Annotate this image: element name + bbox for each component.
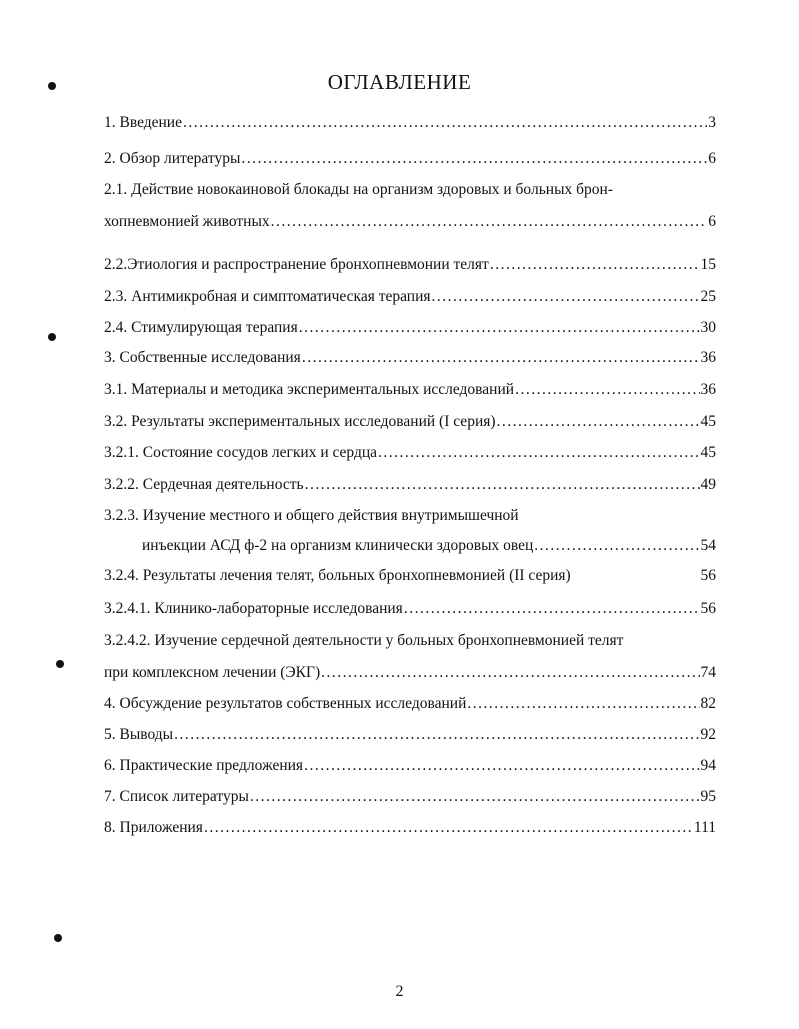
toc-entry-page: 82 <box>700 695 716 712</box>
toc-entry <box>142 536 716 556</box>
toc-entry <box>104 318 716 338</box>
dot-leader <box>250 787 700 807</box>
toc-entry-page: 92 <box>700 726 716 743</box>
toc-entry-label: 4. Обсуждение результатов собственных исследований <box>104 695 467 712</box>
toc-entry-page: 3 <box>708 114 716 131</box>
toc-entry-label: 3.2.1. Состояние сосудов легких и сердца <box>104 444 378 461</box>
toc-entry <box>104 180 716 200</box>
toc-entry-label: при комплексном лечении (ЭКГ) <box>104 664 321 681</box>
dot-leader <box>299 318 700 338</box>
toc-entry <box>104 149 716 169</box>
page-number: 2 <box>395 983 404 1000</box>
dot-leader <box>515 380 699 400</box>
toc-entry <box>104 475 716 495</box>
dot-leader <box>467 694 699 714</box>
toc-entry-label: 3.1. Материалы и методика экспериментальных исследований <box>104 381 515 398</box>
toc-entry-page: 94 <box>700 757 716 774</box>
toc-entry <box>104 412 716 432</box>
toc-entry-page: 45 <box>700 413 716 430</box>
toc-entry <box>104 663 716 683</box>
toc-entry-label: 8. Приложения <box>104 819 203 836</box>
dot-leader <box>432 287 700 307</box>
toc-entry-label: инъекции АСД ф-2 на организм клинически здоровых овец <box>142 537 534 554</box>
toc-entry-page: 95 <box>700 788 716 805</box>
toc-entry-label: 3.2.4. Результаты лечения телят, больных бронхопневмонией (II серия) <box>104 567 571 584</box>
toc-entry <box>104 787 716 807</box>
binding-hole-mark <box>54 934 62 942</box>
toc-title: ОГЛАВЛЕНИЕ <box>327 70 472 94</box>
toc-entry-label: 2.4. Стимулирующая терапия <box>104 319 298 336</box>
toc-entry <box>104 631 716 651</box>
toc-entry-page: 54 <box>700 537 716 554</box>
toc-entry <box>104 599 716 619</box>
toc-entry-page: 15 <box>700 256 716 273</box>
dot-leader <box>204 818 693 838</box>
toc-entry-page: 36 <box>700 381 716 398</box>
toc-entry-page: 56 <box>700 600 716 617</box>
toc-entry <box>104 694 716 714</box>
toc-entry-label: 3.2.2. Сердечная деятельность <box>104 476 304 493</box>
toc-entry <box>104 443 716 463</box>
toc-entry <box>104 255 716 275</box>
toc-entry-label: 5. Выводы <box>104 726 174 743</box>
toc-entry <box>104 113 716 133</box>
toc-entry-label: 3.2.3. Изучение местного и общего действия внутримышечной <box>104 507 519 524</box>
dot-leader <box>183 113 707 133</box>
binding-hole-mark <box>56 660 64 668</box>
dot-leader <box>497 412 700 432</box>
dot-leader <box>404 599 700 619</box>
toc-entry-label: 2. Обзор литературы <box>104 150 241 167</box>
toc-entry <box>104 212 716 232</box>
toc-entry-label: 6. Практические предложения <box>104 757 304 774</box>
dot-leader <box>302 348 700 368</box>
dot-leader <box>304 756 699 776</box>
toc-entry <box>104 566 716 586</box>
toc-entry-page: 36 <box>700 349 716 366</box>
toc-entry-page: 6 <box>708 150 716 167</box>
dot-leader <box>241 149 707 169</box>
toc-entry <box>104 818 716 838</box>
toc-entry-page: 56 <box>700 567 716 584</box>
toc-entry <box>104 756 716 776</box>
toc-entry <box>104 287 716 307</box>
dot-leader <box>174 725 699 745</box>
binding-hole-mark <box>48 333 56 341</box>
toc-entry-page: 74 <box>700 664 716 681</box>
toc-entry-label: 7. Список литературы <box>104 788 249 805</box>
dot-leader <box>490 255 700 275</box>
toc-entry <box>104 506 716 526</box>
toc-entry-page: 6 <box>708 213 716 230</box>
toc-entry <box>104 348 716 368</box>
toc-entry-label: 3.2. Результаты экспериментальных исследований (I серия) <box>104 413 496 430</box>
toc-entry <box>104 380 716 400</box>
toc-entry-label: 3.2.4.1. Клинико-лабораторные исследования <box>104 600 403 617</box>
toc-entry-label: 2.2.Этиология и распространение бронхопневмонии телят <box>104 256 489 273</box>
dot-leader <box>378 443 699 463</box>
toc-entry-page: 30 <box>700 319 716 336</box>
toc-entry-label: 1. Введение <box>104 114 182 131</box>
dot-leader <box>271 212 708 232</box>
dot-leader <box>534 536 699 556</box>
toc-entry-label: 3. Собственные исследования <box>104 349 301 366</box>
toc-entry-page: 25 <box>700 288 716 305</box>
toc-entry <box>104 725 716 745</box>
toc-entry-label: 2.3. Антимикробная и симптоматическая терапия <box>104 288 431 305</box>
toc-entry-page: 49 <box>700 476 716 493</box>
toc-entry-page: 45 <box>700 444 716 461</box>
toc-entry-label: хопневмонией животных <box>104 213 270 230</box>
toc-entry-page: 111 <box>693 819 716 836</box>
toc-entry-label: 3.2.4.2. Изучение сердечной деятельности у больных бронхопневмонией телят <box>104 632 624 649</box>
toc-entry-label: 2.1. Действие новокаиновой блокады на организм здоровых и больных брон- <box>104 181 613 198</box>
dot-leader <box>305 475 700 495</box>
dot-leader <box>321 663 699 683</box>
